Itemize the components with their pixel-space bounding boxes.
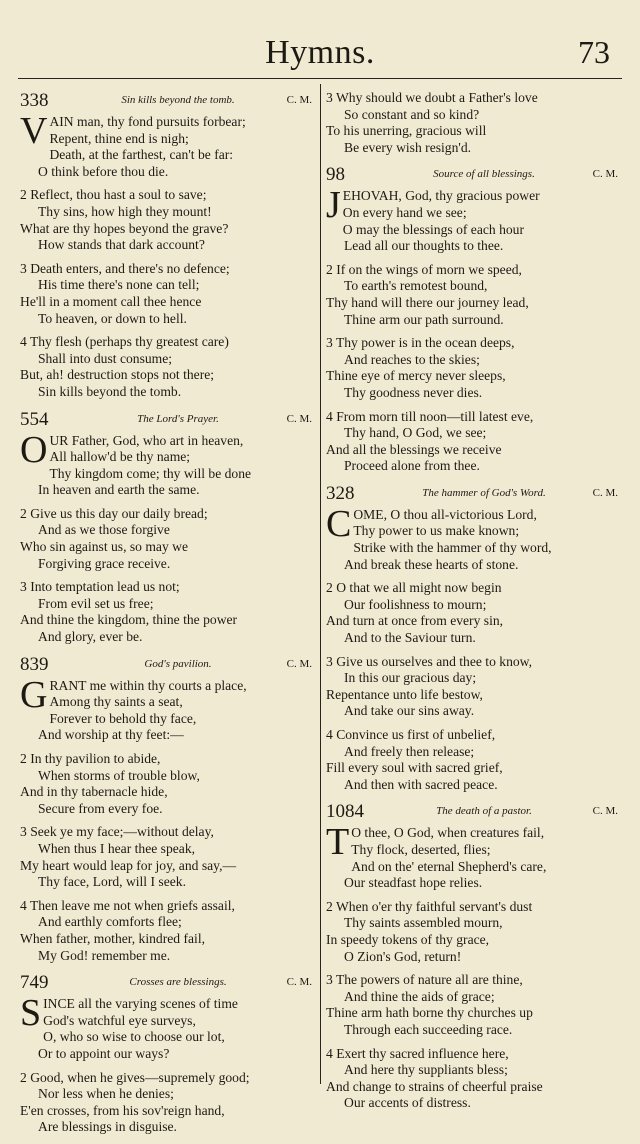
verse-line: His time there's none can tell;	[38, 277, 200, 293]
verse-line: COME, O thou all-victorious Lord,	[326, 502, 537, 545]
stanza	[20, 1070, 316, 1136]
stanza	[326, 184, 622, 254]
verse-line: What are thy hopes beyond the grave?	[20, 220, 229, 236]
hymn-header	[326, 164, 622, 188]
verse-line: 2 When o'er thy faithful servant's dust	[326, 898, 533, 914]
stanza	[326, 1046, 622, 1112]
hymn-number: 839	[20, 653, 49, 675]
verse-line: Thy kingdom come; thy will be done	[49, 465, 252, 481]
verse-line: And here thy suppliants bless;	[344, 1062, 508, 1078]
verse-line: In speedy tokens of thy grace,	[326, 931, 490, 947]
hymn-topic: The death of a pastor.	[436, 805, 532, 818]
hymn-topic: The Lord's Prayer.	[137, 412, 219, 425]
verse-line: And take our sins away.	[344, 703, 475, 719]
verse-line: Among thy saints a seat,	[49, 694, 183, 710]
stanza	[20, 334, 316, 400]
stanza	[20, 673, 316, 744]
stanza	[20, 506, 316, 572]
stanza	[20, 751, 316, 817]
hymn-block	[20, 409, 316, 646]
verse-line: 2 Reflect, thou hast a soul to save;	[20, 187, 207, 203]
verse-line: E'en crosses, from his sov'reign hand,	[20, 1102, 225, 1118]
verse-line: In heaven and earth the same.	[38, 482, 200, 498]
verse-line: And all the blessings we receive	[326, 441, 502, 457]
stanza	[20, 428, 316, 499]
hymn-meter: C. M.	[592, 805, 618, 818]
verse-line: Our steadfast hope relies.	[344, 875, 483, 891]
verse-line: Thine arm our path surround.	[344, 311, 504, 327]
right-column	[326, 90, 622, 1120]
hymn-header	[326, 483, 622, 507]
verse-line: And break these hearts of stone.	[344, 556, 519, 572]
verse-line: GRANT me within thy courts a place,	[20, 673, 247, 716]
verse-line: And change to strains of cheerful praise	[326, 1078, 543, 1094]
verse-line: 4 Then leave me not when griefs assail,	[20, 897, 235, 913]
drop-capital: V	[20, 110, 48, 152]
verse-line: 3 Death enters, and there's no defence;	[20, 260, 230, 276]
verse-line: And reaches to the skies;	[344, 351, 480, 367]
verse-line: All hallow'd be thy name;	[49, 449, 191, 465]
verse-line: JEHOVAH, God, thy gracious power	[326, 184, 540, 227]
hymn-meter: C. M.	[592, 168, 618, 181]
stanza	[326, 409, 622, 475]
verse-line: O, who so wise to choose our lot,	[43, 1029, 225, 1045]
verse-line: And worship at thy feet:—	[38, 727, 184, 743]
verse-line: 4 Convince us first of unbelief,	[326, 727, 496, 742]
stanza	[326, 90, 622, 156]
hymn-number: 749	[20, 972, 49, 994]
verse-line: 2 Good, when he gives—supremely good;	[20, 1069, 250, 1085]
hymn-topic: Source of all blessings.	[433, 168, 535, 181]
column-divider	[320, 84, 321, 1084]
verse-line: Strike with the hammer of thy word,	[353, 540, 552, 556]
verse-line: Death, at the farthest, can't be far:	[49, 147, 234, 163]
stanza	[326, 821, 622, 891]
verse-line: Our foolishness to mourn;	[344, 596, 487, 612]
verse-line: And glory, ever be.	[38, 629, 143, 645]
verse-line: When father, mother, kindred fail,	[20, 930, 205, 946]
verse-line: VAIN man, thy fond pursuits forbear;	[20, 110, 246, 152]
verse-line: Secure from every foe.	[38, 800, 163, 816]
verse-line: Through each succeeding race.	[344, 1021, 513, 1037]
hymn-header	[20, 90, 316, 114]
page-number: 73	[578, 34, 610, 70]
verse-line: 3 Seek ye my face;—without delay,	[20, 824, 214, 840]
verse-line: 3 Give us ourselves and thee to know,	[326, 653, 533, 669]
verse-line: Thine arm hath borne thy churches up	[326, 1005, 533, 1021]
verse-line: 2 O that we all might now begin	[326, 580, 502, 596]
drop-capital: S	[20, 992, 42, 1035]
verse-line: And turn at once from every sin,	[326, 613, 504, 629]
verse-line: Our accents of distress.	[344, 1095, 471, 1111]
verse-line: Thy sins, how high they mount!	[38, 203, 212, 219]
hymn-block	[326, 90, 622, 156]
hymn-block	[326, 164, 622, 475]
verse-line: And then with sacred peace.	[344, 776, 498, 792]
stanza	[20, 261, 316, 327]
hymn-block	[326, 801, 622, 1112]
stanza	[20, 579, 316, 645]
drop-capital: C	[326, 502, 352, 545]
verse-line: 3 The powers of nature all are thine,	[326, 972, 523, 988]
verse-line: 3 Why should we doubt a Father's love	[326, 90, 538, 105]
drop-capital: J	[326, 184, 341, 227]
hymn-header	[326, 801, 622, 825]
stanza	[326, 262, 622, 328]
verse-line: But, ah! destruction stops not there;	[20, 367, 215, 383]
verse-line: Lead all our thoughts to thee.	[344, 238, 504, 254]
verse-line: Be every wish resign'd.	[344, 139, 472, 155]
verse-line: Repent, thine end is nigh;	[49, 130, 189, 146]
hymn-number: 1084	[326, 801, 364, 823]
hymn-number: 338	[20, 90, 49, 111]
verse-line: 3 Into temptation lead us not;	[20, 579, 180, 595]
verse-line: So constant and so kind?	[344, 106, 480, 122]
stanza	[20, 110, 316, 180]
verse-line: 4 Thy flesh (perhaps thy greatest care)	[20, 334, 229, 350]
verse-line: 2 If on the wings of morn we speed,	[326, 261, 522, 277]
hymn-block	[20, 972, 316, 1136]
verse-line: To his unerring, gracious will	[326, 123, 487, 139]
verse-line: To heaven, or down to hell.	[38, 310, 187, 326]
verse-line: O may the blessings of each hour	[342, 221, 525, 237]
stanza	[20, 824, 316, 890]
verse-line: Thy power to us make known;	[353, 523, 520, 539]
drop-capital: T	[326, 821, 350, 864]
hymn-block	[20, 654, 316, 965]
verse-line: Thy hand, O God, we see;	[344, 425, 487, 441]
drop-capital: G	[20, 673, 48, 716]
verse-line: And to the Saviour turn.	[344, 630, 476, 646]
verse-line: 4 Exert thy sacred influence here,	[326, 1045, 509, 1061]
left-column	[20, 90, 316, 1144]
hymn-topic: Sin kills beyond the tomb.	[121, 94, 235, 106]
verse-line: Or to appoint our ways?	[38, 1045, 170, 1061]
verse-line: Thy hand will there our journey lead,	[326, 294, 529, 310]
verse-line: And in thy tabernacle hide,	[20, 784, 168, 800]
stanza	[326, 727, 622, 793]
stanza	[326, 899, 622, 965]
verse-line: Are blessings in disguise.	[38, 1119, 177, 1135]
verse-line: And thine the aids of grace;	[344, 988, 495, 1004]
verse-line: Shall into dust consume;	[38, 350, 173, 366]
verse-line: Who sin against us, so may we	[20, 539, 189, 555]
verse-line: SINCE all the varying scenes of time	[20, 992, 238, 1035]
stanza	[20, 898, 316, 964]
hymn-meter: C. M.	[286, 94, 312, 106]
verse-line: 2 In thy pavilion to abide,	[20, 751, 161, 766]
verse-line: When storms of trouble blow,	[38, 767, 200, 783]
verse-line: He'll in a moment call thee hence	[20, 293, 202, 309]
verse-line: In this our gracious day;	[344, 670, 477, 686]
hymn-block	[20, 90, 316, 401]
stanza	[326, 502, 622, 573]
verse-line: 3 Thy power is in the ocean deeps,	[326, 335, 515, 351]
verse-line: OUR Father, God, who art in heaven,	[20, 428, 244, 471]
verse-line: Repentance unto life bestow,	[326, 686, 483, 702]
hymn-block	[326, 483, 622, 794]
verse-line: Forever to behold thy face,	[49, 710, 197, 726]
stanza	[326, 335, 622, 401]
hymn-topic: The hammer of God's Word.	[422, 486, 546, 499]
verse-line: And as we those forgive	[38, 522, 170, 538]
verse-line: Thine eye of mercy never sleeps,	[326, 368, 506, 384]
stanza	[20, 187, 316, 253]
verse-line: And on the' eternal Shepherd's care,	[351, 858, 547, 874]
hymn-number: 554	[20, 408, 49, 430]
stanza	[326, 580, 622, 646]
hymn-meter: C. M.	[286, 412, 312, 425]
verse-line: And earthly comforts flee;	[38, 914, 182, 930]
hymn-header	[20, 972, 316, 996]
header-rule	[18, 78, 622, 79]
verse-line: And freely then release;	[344, 743, 475, 759]
hymn-topic: Crosses are blessings.	[129, 976, 227, 989]
verse-line: O Zion's God, return!	[344, 948, 462, 964]
verse-line: Nor less when he denies;	[38, 1086, 174, 1102]
hymn-topic: God's pavilion.	[144, 657, 212, 670]
verse-line: Proceed alone from thee.	[344, 458, 480, 474]
verse-line: Fill every soul with sacred grief,	[326, 760, 503, 776]
verse-line: O think before thou die.	[38, 163, 169, 179]
verse-line: To earth's remotest bound,	[344, 278, 488, 294]
verse-line: From evil set us free;	[38, 595, 154, 611]
verse-line: Thy flock, deserted, flies;	[351, 841, 491, 857]
page-title: Hymns.	[265, 34, 375, 71]
hymn-number: 98	[326, 164, 345, 186]
verse-line: How stands that dark account?	[38, 237, 205, 253]
stanza	[326, 654, 622, 720]
verse-line: Forgiving grace receive.	[38, 555, 171, 571]
drop-capital: O	[20, 428, 48, 471]
verse-line: 4 From morn till noon—till latest eve,	[326, 408, 534, 424]
hymn-meter: C. M.	[286, 657, 312, 670]
verse-line: On every hand we see;	[342, 204, 467, 220]
verse-line: When thus I hear thee speak,	[38, 840, 196, 856]
verse-line: T O thee, O God, when creatures fail,	[326, 821, 545, 864]
verse-line: My God! remember me.	[38, 947, 171, 963]
verse-line: Thy face, Lord, will I seek.	[38, 874, 186, 890]
verse-line: Thy saints assembled mourn,	[344, 915, 503, 931]
stanza	[326, 972, 622, 1038]
verse-line: God's watchful eye surveys,	[43, 1012, 196, 1028]
stanza	[20, 992, 316, 1062]
hymn-header	[20, 409, 316, 433]
hymn-number: 328	[326, 482, 355, 504]
hymn-header	[20, 654, 316, 678]
verse-line: And thine the kingdom, thine the power	[20, 612, 238, 628]
verse-line: Sin kills beyond the tomb.	[38, 383, 182, 399]
verse-line: 2 Give us this day our daily bread;	[20, 505, 208, 521]
page-header	[0, 28, 640, 78]
hymn-meter: C. M.	[592, 486, 618, 499]
verse-line: My heart would leap for joy, and say,—	[20, 857, 237, 873]
verse-line: Thy goodness never dies.	[344, 384, 483, 400]
hymn-meter: C. M.	[286, 976, 312, 989]
